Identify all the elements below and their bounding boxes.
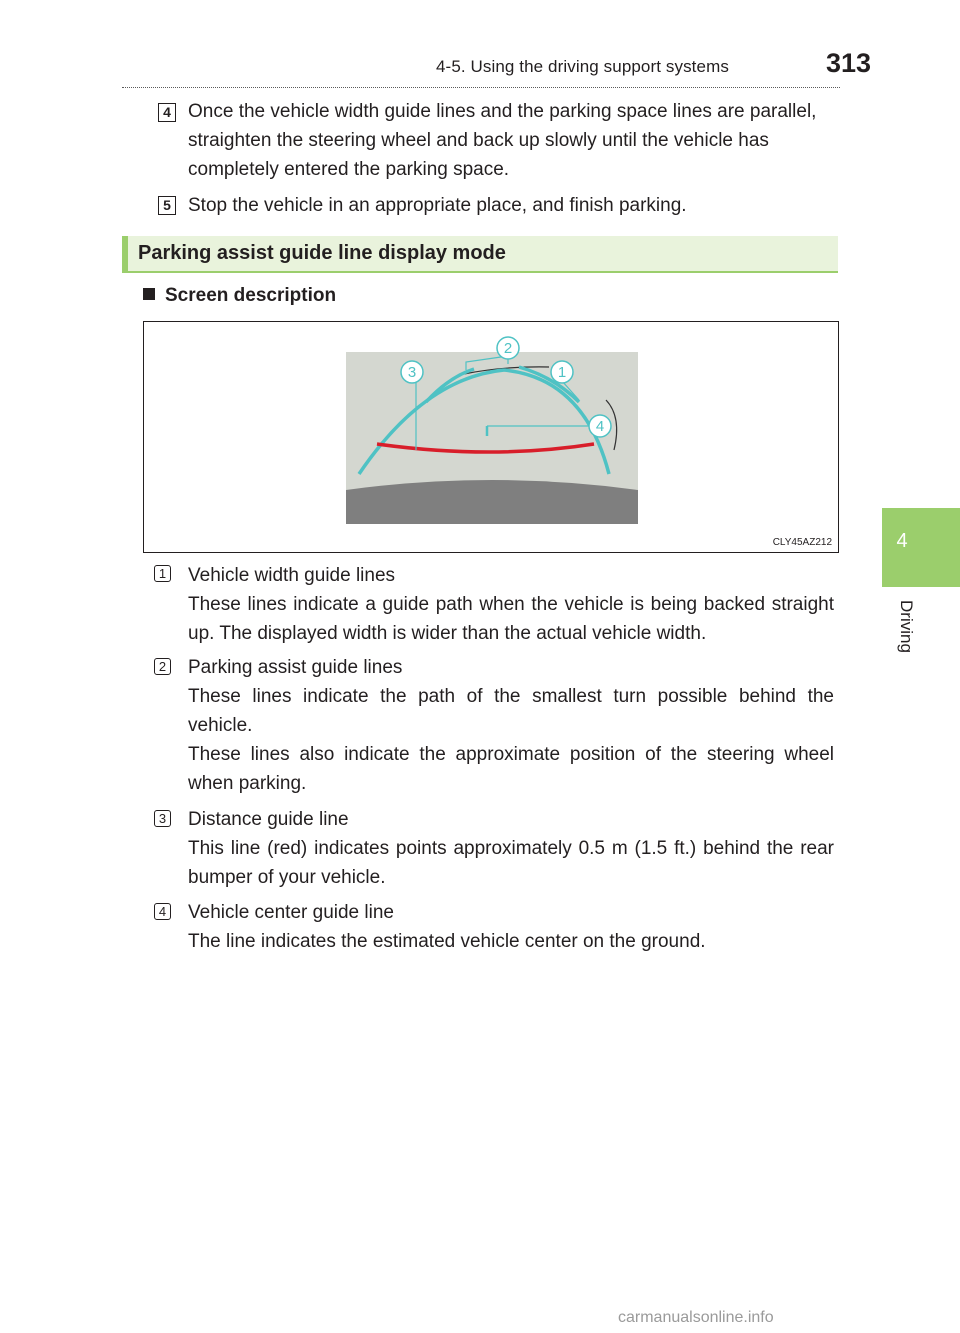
callout-label-2: 2 bbox=[503, 340, 513, 357]
callout-label-1: 1 bbox=[557, 364, 567, 381]
figure-code: CLY45AZ212 bbox=[772, 537, 832, 548]
item-4-title: Vehicle center guide line bbox=[188, 902, 394, 923]
item-badge-2: 2 bbox=[154, 658, 171, 675]
section-header bbox=[122, 236, 838, 273]
callout-label-3: 3 bbox=[407, 364, 417, 381]
step-badge-4: 4 bbox=[158, 103, 176, 122]
step-5-text: Stop the vehicle in an appropriate place, and finish parking. bbox=[188, 195, 687, 216]
item-3-title: Distance guide line bbox=[188, 809, 349, 830]
guide-line-figure bbox=[143, 321, 839, 553]
step-4-text: Once the vehicle width guide lines and the parking space lines are parallel, straighten the steering wheel and back up slowly until the vehicle has completely entered the parking space. bbox=[188, 101, 817, 180]
subheading-text: Screen description bbox=[165, 285, 337, 306]
watermark: carmanualsonline.info bbox=[618, 1309, 774, 1326]
item-1-title: Vehicle width guide lines bbox=[188, 565, 396, 586]
callout-label-4: 4 bbox=[595, 418, 605, 435]
item-2-title: Parking assist guide lines bbox=[188, 657, 403, 678]
item-4-desc: The line indicates the estimated vehicle center on the ground. bbox=[188, 931, 706, 952]
header-divider bbox=[122, 87, 840, 88]
section-header-bar bbox=[122, 236, 128, 271]
item-2-desc: These lines indicate the path of the smallest turn possible behind the vehicle. bbox=[188, 686, 834, 736]
chapter-tab-number: 4 bbox=[896, 530, 908, 552]
item-2-desc-2: These lines also indicate the approximate position of the steering wheel when parking. bbox=[188, 744, 834, 794]
item-3-desc: This line (red) indicates points approximately 0.5 m (1.5 ft.) behind the rear bumper of your vehicle. bbox=[188, 838, 834, 888]
item-1-desc: These lines indicate a guide path when the vehicle is being backed straight up. The displayed width is wider than the actual vehicle width. bbox=[188, 594, 834, 644]
page-number: 313 bbox=[826, 48, 872, 78]
road-surface bbox=[346, 480, 638, 524]
camera-screen-illustration bbox=[144, 322, 840, 554]
subheading bbox=[143, 285, 336, 307]
step-badge-5: 5 bbox=[158, 196, 176, 215]
section-title: Parking assist guide line display mode bbox=[138, 242, 506, 264]
square-bullet-icon bbox=[143, 288, 155, 300]
item-badge-1: 1 bbox=[154, 565, 171, 582]
chapter-tab-label: Driving bbox=[897, 600, 916, 653]
item-badge-4: 4 bbox=[154, 903, 171, 920]
running-header-title: 4-5. Using the driving support systems bbox=[436, 57, 729, 76]
item-badge-3: 3 bbox=[154, 810, 171, 827]
